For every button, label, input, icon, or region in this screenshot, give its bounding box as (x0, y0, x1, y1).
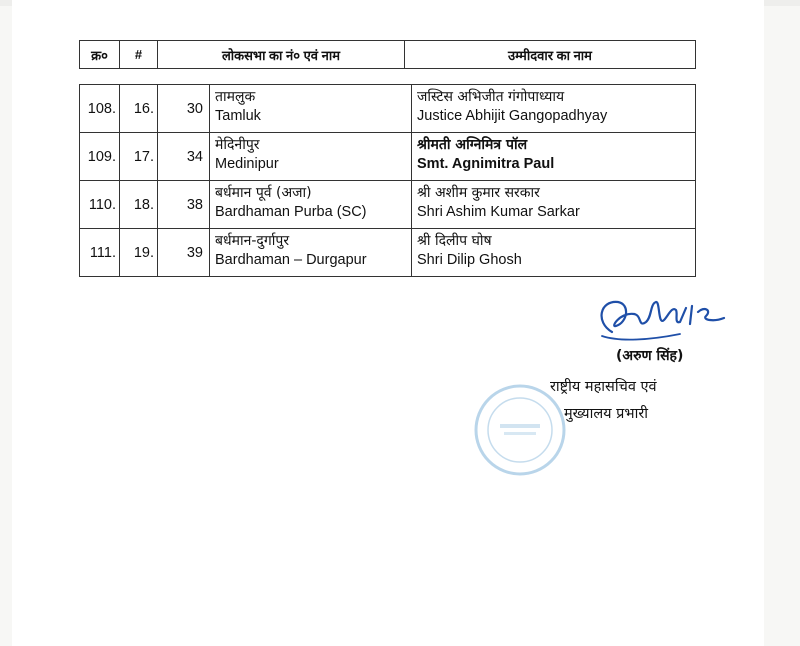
hash-cell: 17. (120, 133, 158, 181)
header-serial: क्र० (80, 41, 120, 69)
table-row (80, 133, 696, 181)
constituency-english: Bardhaman – Durgapur (215, 252, 367, 268)
signatory-designation (550, 374, 657, 428)
constituency-hindi: बर्धमान पूर्व (अजा) (215, 185, 312, 201)
constituency-english: Tamluk (215, 108, 261, 124)
candidate-english: Shri Dilip Ghosh (417, 252, 522, 268)
number-cell: 39 (158, 229, 210, 277)
constituency-hindi: मेदिनीपुर (215, 137, 260, 153)
number-cell: 38 (158, 181, 210, 229)
signature (590, 292, 750, 352)
constituency-cell (210, 181, 412, 229)
signatory-name: (अरुण सिंह) (616, 348, 684, 364)
hash-cell: 16. (120, 85, 158, 133)
header-constituency: लोकसभा का नं० एवं नाम (158, 41, 405, 69)
serial-cell: 108. (80, 85, 120, 133)
candidate-english: Shri Ashim Kumar Sarkar (417, 204, 580, 220)
candidate-english: Justice Abhijit Gangopadhyay (417, 108, 608, 124)
candidate-hindi: श्रीमती अग्निमित्र पॉल (417, 137, 528, 153)
header-hash: # (120, 41, 158, 69)
candidate-table (79, 84, 696, 277)
constituency-cell (210, 85, 412, 133)
candidate-hindi: श्री अशीम कुमार सरकार (417, 185, 540, 201)
table-row (80, 85, 696, 133)
number-cell: 30 (158, 85, 210, 133)
constituency-hindi: तामलुक (215, 89, 256, 105)
candidate-hindi: श्री दिलीप घोष (417, 233, 492, 249)
candidate-cell (412, 181, 696, 229)
header-candidate: उम्मीदवार का नाम (405, 41, 696, 69)
serial-cell: 109. (80, 133, 120, 181)
number-cell: 34 (158, 133, 210, 181)
constituency-english: Medinipur (215, 156, 279, 172)
designation-line: राष्ट्रीय महासचिव एवं (550, 379, 657, 395)
table-row (80, 181, 696, 229)
table-row (80, 229, 696, 277)
constituency-cell (210, 133, 412, 181)
constituency-cell (210, 229, 412, 277)
serial-cell: 111. (80, 229, 120, 277)
constituency-english: Bardhaman Purba (SC) (215, 204, 367, 220)
designation-line: मुख्यालय प्रभारी (564, 406, 649, 422)
candidate-english: Smt. Agnimitra Paul (417, 156, 555, 172)
serial-cell: 110. (80, 181, 120, 229)
hash-cell: 19. (120, 229, 158, 277)
hash-cell: 18. (120, 181, 158, 229)
candidate-cell (412, 133, 696, 181)
constituency-hindi: बर्धमान-दुर्गापुर (215, 233, 290, 249)
candidate-cell (412, 229, 696, 277)
candidate-hindi: जस्टिस अभिजीत गंगोपाध्याय (417, 89, 565, 105)
candidate-cell (412, 85, 696, 133)
table-header (79, 40, 696, 69)
